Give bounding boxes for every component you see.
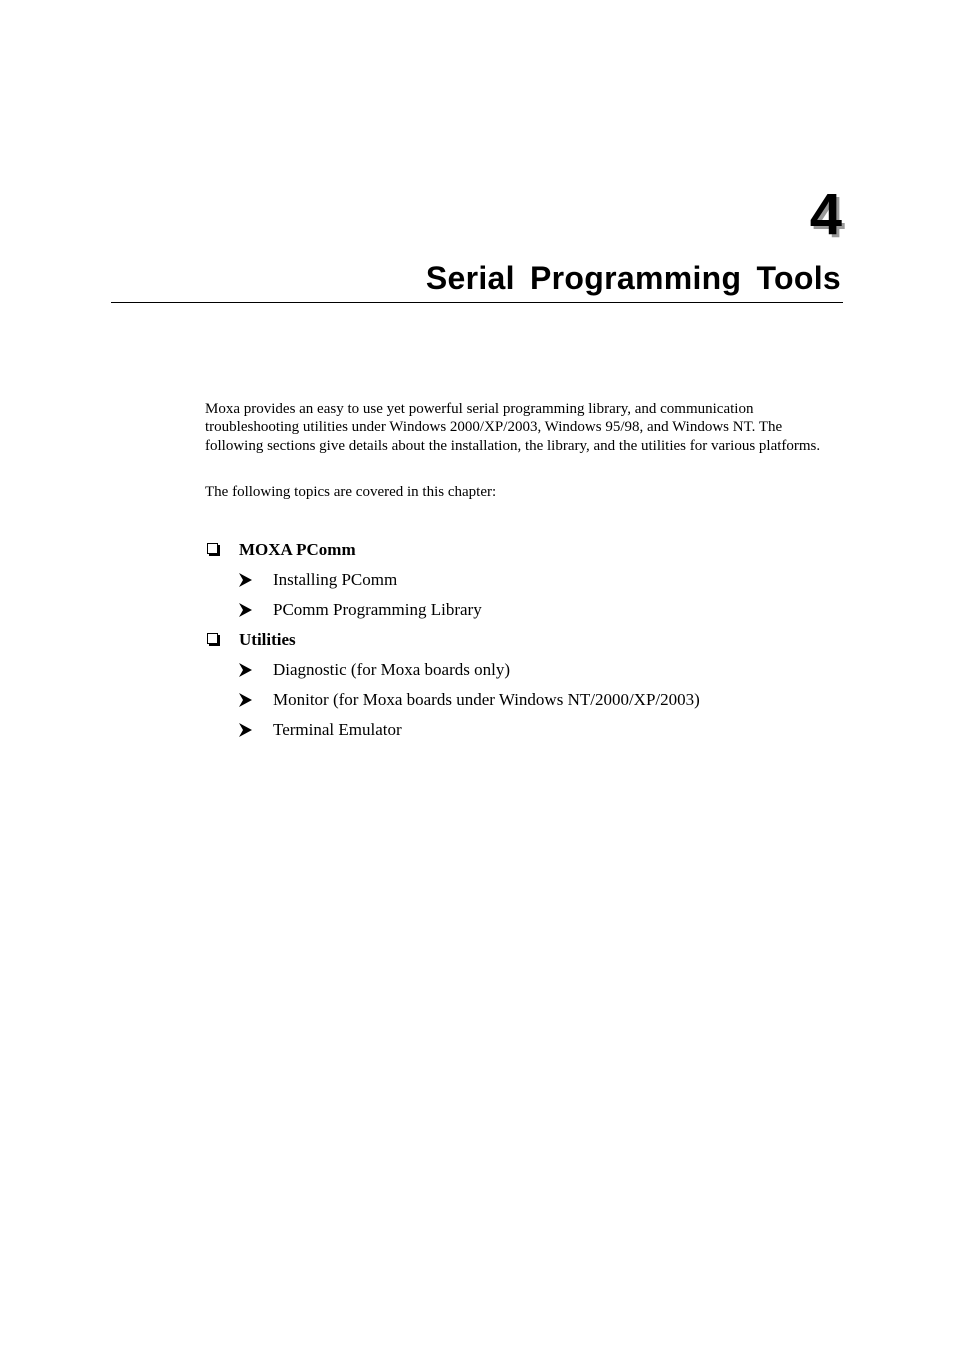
- intro-paragraph: Moxa provides an easy to use yet powerful serial programming library, and communication troubleshooting utilities under Windows 2000/XP/2003, Windows 95/98, and Windows NT. The following sections give details about the installation, the library, and the utilities for various platforms.: [205, 401, 821, 454]
- topic-item-installing-pcomm: [205, 569, 700, 599]
- topic-item-pcomm-library: [205, 599, 700, 629]
- topic-section-label: MOXA PComm: [239, 540, 356, 559]
- topic-item-label: Monitor (for Moxa boards under Windows NT/2000/XP/2003): [273, 690, 700, 709]
- checkbox-icon: [207, 633, 218, 644]
- topic-item-label: Installing PComm: [273, 570, 398, 589]
- arrow-bullet-icon: [239, 723, 252, 737]
- arrow-bullet-icon: [239, 663, 252, 677]
- topic-item-label: PComm Programming Library: [273, 600, 482, 619]
- arrow-bullet-icon: [239, 603, 252, 617]
- chapter-title: Serial Programming Tools: [425, 260, 841, 296]
- topic-item-terminal-emulator: [205, 719, 700, 749]
- arrow-bullet-icon: [239, 573, 252, 587]
- topic-item-label: Terminal Emulator: [273, 720, 402, 739]
- checkbox-icon: [207, 543, 218, 554]
- topic-item-diagnostic: [205, 659, 700, 689]
- topic-section-utilities: [205, 629, 700, 659]
- topics-lead: The following topics are covered in this chapter:: [205, 484, 497, 500]
- arrow-bullet-icon: [239, 693, 252, 707]
- topic-section-moxa-pcomm: [205, 539, 700, 569]
- topic-section-label: Utilities: [239, 630, 296, 649]
- topic-item-monitor: [205, 689, 700, 719]
- topic-item-label: Diagnostic (for Moxa boards only): [273, 660, 511, 679]
- topic-list: [205, 539, 700, 749]
- title-rule: [111, 302, 843, 303]
- chapter-number: 4: [809, 182, 842, 247]
